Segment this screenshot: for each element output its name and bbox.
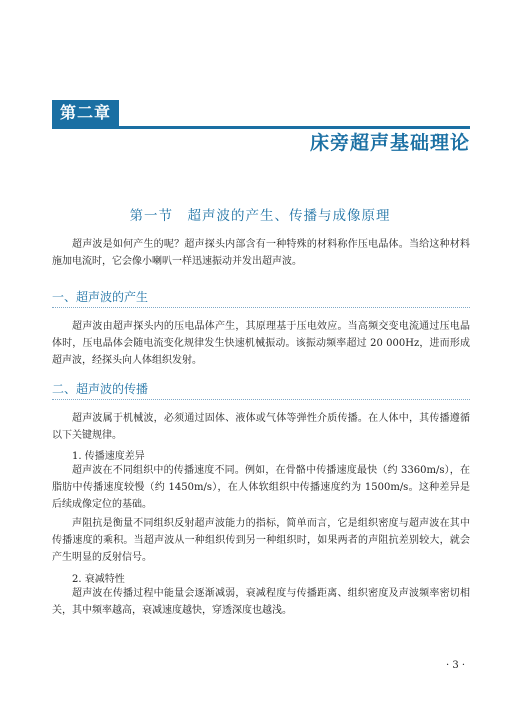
- speed-paragraph: 超声波在不同组织中的传播速度不同。例如，在骨骼中传播速度最快（约 3360m/s），在脂肪中传播速度较慢（约 1450m/s），在人体软组织中传播速度约为 1500m/s。这种差异是后续成像定位的基础。: [52, 465, 470, 510]
- subheading-speed: 1. 传播速度差异: [72, 451, 145, 462]
- chapter-header-bar: [52, 100, 470, 129]
- propagation-paragraph: 超声波属于机械波，必须通过固体、液体或气体等弹性介质传播。在人体中，其传播遵循以下关键规律。: [52, 413, 470, 441]
- impedance-paragraph: 声阻抗是衡量不同组织反射超声波能力的指标，简单而言，它是组织密度与超声波在其中传播速度的乘积。当超声波从一种组织传到另一种组织时，如果两者的声阻抗差别较大，就会产生明显的反射信号。: [52, 518, 470, 563]
- heading-divider: [52, 399, 470, 400]
- intro-paragraph: 超声波是如何产生的呢？超声探头内部含有一种特殊的材料称作压电晶体。当给这种材料施加电流时，它会像小喇叭一样迅速振动并发出超声波。: [52, 239, 470, 267]
- heading-propagation: 二、超声波的传播: [52, 382, 149, 396]
- attenuation-paragraph: 超声波在传播过程中能量会逐渐减弱，衰减程度与传播距离、组织密度及声波频率密切相关，其中频率越高，衰减速度越快，穿透深度也越浅。: [52, 588, 470, 616]
- heading-production: 一、超声波的产生: [52, 290, 149, 304]
- section-title: 第一节 超声波的产生、传播与成像原理: [129, 208, 391, 224]
- subheading-attenuation: 2. 衰减特性: [72, 574, 125, 585]
- chapter-label: 第二章: [52, 100, 119, 126]
- chapter-title: 床旁超声基础理论: [309, 132, 470, 154]
- production-paragraph: 超声波由超声探头内的压电晶体产生，其原理基于压电效应。当高频交变电流通过压电晶体时，压电晶体会随电流变化规律发生快速机械振动。该振动频率超过 20 000Hz，进而形成超声波，经探头向人体组织发射。: [52, 321, 470, 366]
- page-number: · 3 ·: [446, 660, 466, 671]
- heading-divider: [52, 307, 470, 308]
